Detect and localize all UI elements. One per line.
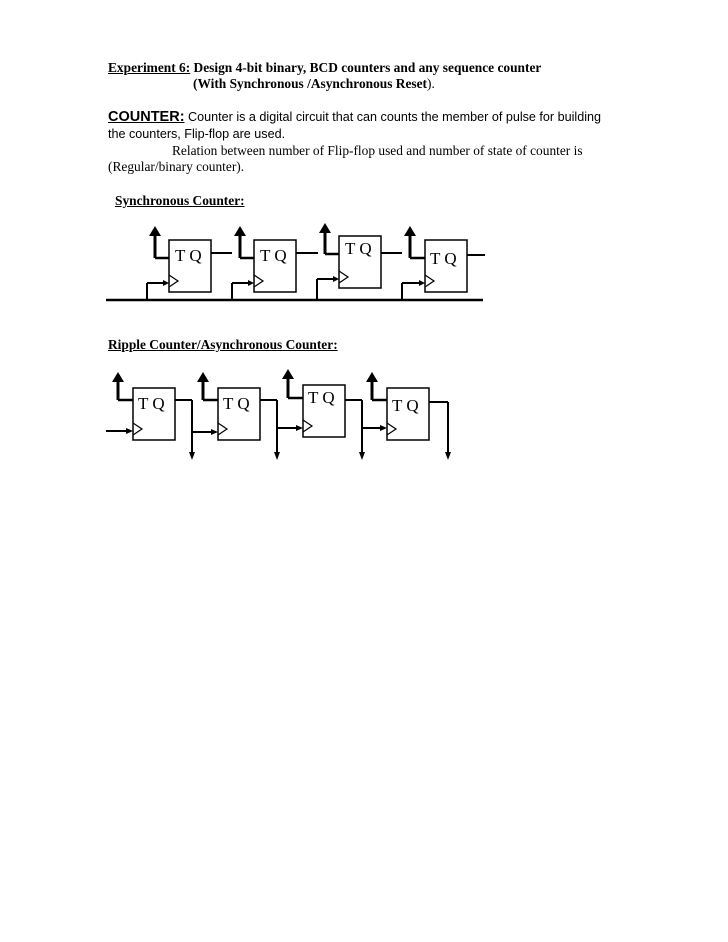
experiment-subtitle-tail: ). [427,76,435,91]
sync-flip-flop-2 [232,226,296,300]
experiment-label: Experiment 6: [108,60,191,75]
ripple-counter-title: Ripple Counter/Asynchronous Counter: [108,337,338,352]
counter-label: COUNTER: [108,109,185,125]
sync-flip-flop-3 [317,223,381,300]
synchronous-counter-title: Synchronous Counter: [115,193,245,208]
experiment-title: Design 4-bit binary, BCD counters and any sequence counter [190,60,542,75]
ripple-counter-diagram [106,369,451,460]
ripple-ff-3-label: T Q [308,388,335,407]
counter-text-4: (Regular/binary counter). [108,159,245,174]
ripple-flip-flop-2 [197,372,260,440]
sync-ff-1-label: T Q [175,246,202,265]
counter-text-3: Relation between number of Flip-flop used and number of state of counter is [172,143,583,158]
ripple-ff-2-label: T Q [223,394,250,413]
ripple-flip-flop-1 [106,372,175,440]
sync-ff-2-label: T Q [260,246,287,265]
experiment-subtitle-bold: (With Synchronous /Asynchronous Reset [193,76,428,91]
counter-text-1: Counter is a digital circuit that can counts the member of pulse for building [184,110,602,124]
ripple-ff-4-label: T Q [392,396,419,415]
sync-ff-4-label: T Q [430,249,457,268]
counter-text-2: the counters, Flip-flop are used. [108,127,286,141]
ripple-ff-1-label: T Q [138,394,165,413]
sync-flip-flop-1 [147,226,211,300]
sync-flip-flop-4 [402,226,467,300]
ripple-flip-flop-3 [282,369,345,437]
sync-ff-3-label: T Q [345,239,372,258]
ripple-flip-flop-4 [366,372,429,440]
